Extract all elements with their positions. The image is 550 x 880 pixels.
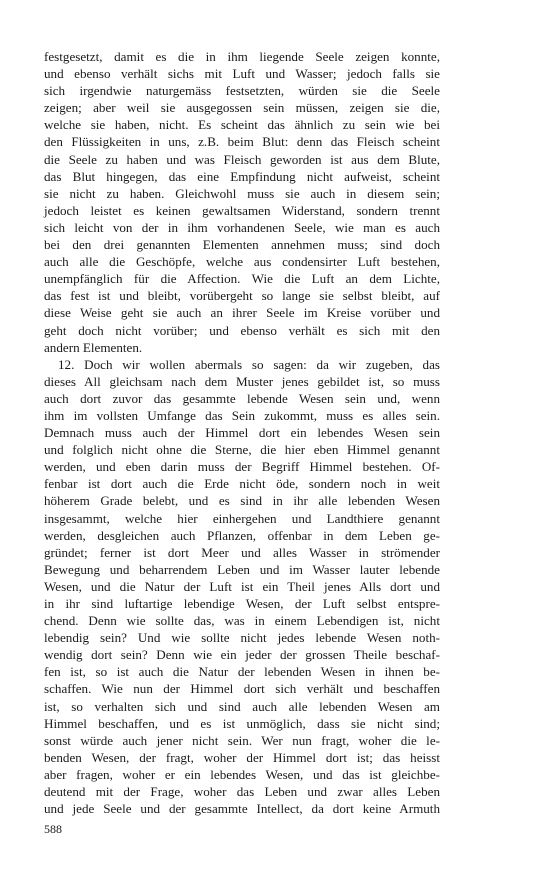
text-line: dieses All gleichsam nach dem Muster jenes gebildet ist, so muss <box>44 373 440 389</box>
text-line: höherem Grade belebt, und es sind in ihr alle lebenden Wesen <box>44 493 440 509</box>
text-line: das fest ist und bleibt, vorübergeht so lange sie selbst bleibt, auf <box>44 288 440 304</box>
text-line: die Seele zu haben und was Fleisch geworden ist aus dem Blute, <box>44 151 440 167</box>
text-line: in ihr sind luftartige lebendige Wesen, der Luft selbst entspre- <box>44 596 440 611</box>
body-text <box>44 48 440 817</box>
text-line: Wesen, und die Natur der Luft ist ein Theil jenes Alls dort und <box>44 578 440 594</box>
text-line: fen ist, so ist auch die Natur der lebenden Wesen in ihnen be- <box>44 664 440 680</box>
text-line: diese Weise geht sie auch an ihrer Seele im Kreise vorüber und <box>44 305 440 321</box>
text-line: werden, und eben darin muss der Begriff Himmel bestehen. Of- <box>44 459 440 475</box>
text-line: bei den drei genannten Elementen annehmen muss; sind doch <box>44 237 440 253</box>
text-line: insgesammt, welche hier einhergehen und Landthiere genannt <box>44 510 440 526</box>
text-line: sich leicht von der in ihm vorhandenen Seele, wie man es auch <box>44 219 440 235</box>
text-line: sich irgendwie naturgemäss festsetzten, würden sie die Seele <box>44 83 440 99</box>
text-line: geht doch nicht vorüber; und ebenso verhält es sich mit den <box>44 322 440 338</box>
text-line: welche sie haben, nicht. Es scheint das ähnlich zu sein wie bei <box>44 117 440 133</box>
text-line: lebendig sein? Und wie sollte nicht jedes lebende Wesen noth- <box>44 630 440 646</box>
text-line: den Flüssigkeiten in uns, z.B. beim Blut: denn das Fleisch scheint <box>44 134 440 150</box>
text-line: chend. Denn wie sollte das, was in einem Lebendigen ist, nicht <box>44 613 440 629</box>
text-line: andern Elementen. <box>44 339 143 355</box>
text-line: werden, desgleichen auch Pflanzen, offenbar in dem Leben ge- <box>44 527 440 543</box>
text-line: aber fragen, woher er ein lebendes Wesen, und das ist gleichbe- <box>44 766 440 782</box>
text-line: auch alle die Geschöpfe, welche aus condensirter Luft bestehen, <box>44 254 440 270</box>
text-line: jedoch leistet es keinen gewaltsamen Widerstand, sondern trennt <box>44 202 440 218</box>
text-line: Bewegung und beharrendem Leben und im Wasser lauter lebende <box>44 561 440 577</box>
text-line: schaffen. Wie nun der Himmel dort sich verhält und beschaffen <box>44 681 440 697</box>
text-line: festgesetzt, damit es die in ihm liegende Seele zeigen konnte, <box>44 49 440 64</box>
text-line: gründet; ferner ist dort Meer und alles Wasser in strömender <box>44 544 440 560</box>
text-line: und jede Seele und der gesammte Intellect, da dort keine Armuth <box>44 801 440 817</box>
text-line: deutend mit der Frage, woher das Leben und zwar alles Leben <box>44 784 440 800</box>
text-line: fenbar ist dort auch die Erde nicht öde, sondern noch in weit <box>44 476 440 492</box>
page-number: 588 <box>44 822 62 836</box>
text-line: auch dort zuvor das gesammte lebende Wesen sein und, wenn <box>44 390 440 406</box>
text-line: das Blut hingegen, das eine Empfindung nicht aufweist, scheint <box>44 168 440 184</box>
text-line: sie nicht zu haben. Gleichwohl muss sie auch in diesem sein; <box>44 185 440 201</box>
text-line: wendig dort sein? Denn wie ein jeder der grossen Theile beschaf- <box>44 647 440 663</box>
section-start-line: 12. Doch wir wollen abermals so sagen: da wir zugeben, das <box>58 356 440 372</box>
text-line: ist, so verhalten sich und sind auch alle lebenden Wesen am <box>44 698 440 714</box>
text-line: ihm im vollsten Umfange das Sein zukommt, muss es alles sein. <box>44 407 440 423</box>
text-line: unempfänglich für die Affection. Wie die Luft an dem Lichte, <box>44 271 440 287</box>
text-line: Himmel beschaffen, und es ist unmöglich, dass sie nicht sind; <box>44 715 440 731</box>
text-line: Demnach muss auch der Himmel dort ein lebendes Wesen sein <box>44 425 440 441</box>
text-line: zeigen; aber weil sie ausgegossen sein müssen, zeigen sie die, <box>44 100 440 116</box>
text-line: und folglich nicht ohne die Sterne, die hier eben Himmel genannt <box>44 442 440 458</box>
text-line: benden Wesen, der fragt, woher der Himmel dort ist; das heisst <box>44 749 440 765</box>
text-line: und ebenso verhält sichs mit Luft und Wasser; jedoch falls sie <box>44 66 440 82</box>
text-line: sonst würde auch jener nicht sein. Wer nun fragt, woher die le- <box>44 732 440 748</box>
